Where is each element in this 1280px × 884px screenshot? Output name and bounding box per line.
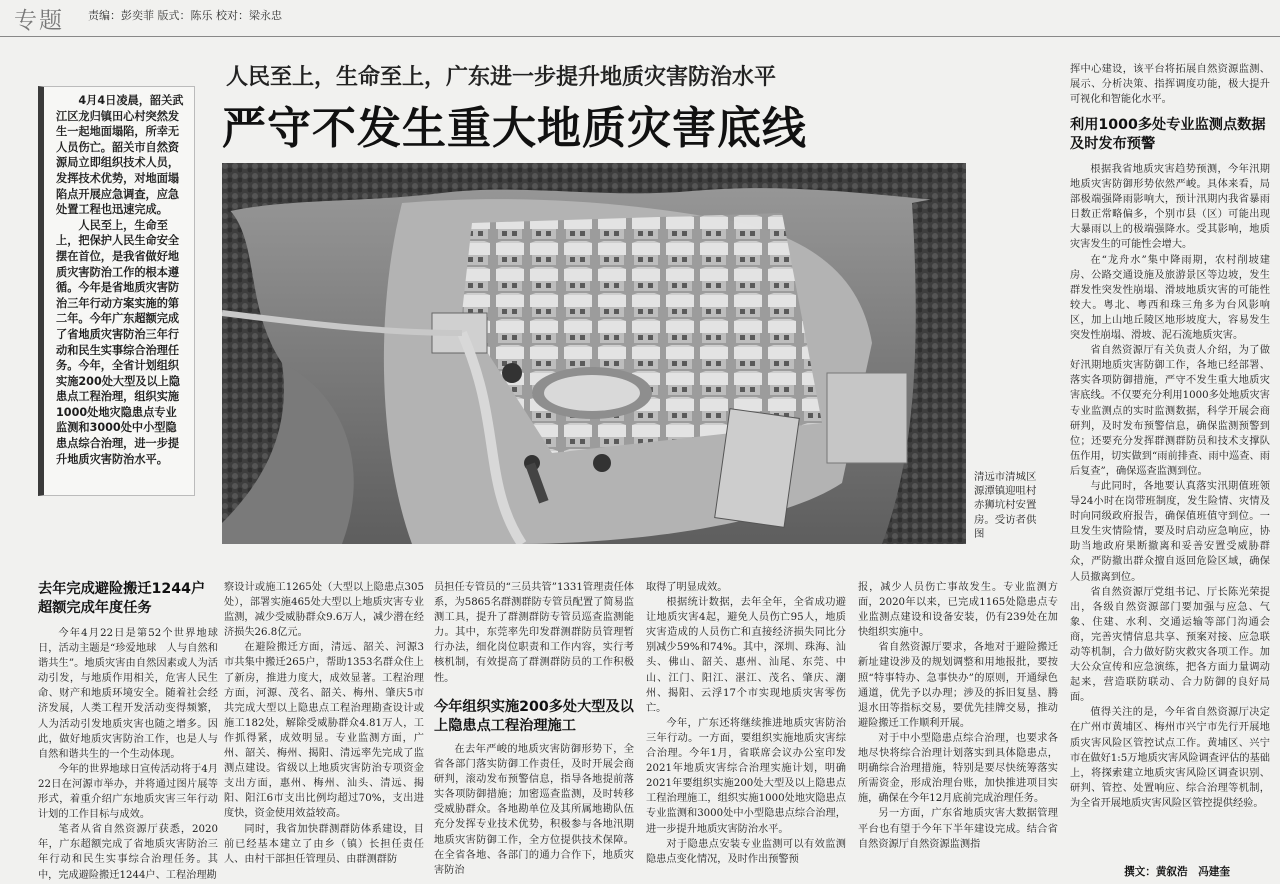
article-paragraph: 今年的世界地球日宣传活动将于4月22日在河源市举办，并将通过图片展等形式，着重介绍广东地质灾害三年行动计划的工作目标与成效。 — [38, 763, 218, 821]
section-heading-relocation: 去年完成避险搬迁1244户超额完成年度任务 — [38, 581, 206, 616]
article-column-6 — [1070, 162, 1270, 862]
article-paragraph: 对于中小型隐患点综合治理，也要求各地尽快将综合治理计划落实到具体隐患点，明确综合治理措施，特别是要尽快统筹落实所需资金，形成治理台账，加快推进项目实施，确保在今年12月底前完成治理任务。 — [858, 732, 1058, 805]
lead-paragraph: 4月4日凌晨，韶关武江区龙归镇田心村突然发生一起地面塌陷，所幸无人员伤亡。韶关市自然资源局立即组织技术人员，发挥技术优势，对地面塌陷点开展应急调查，应急处置工程也迅速完成。 — [56, 94, 184, 217]
article-paragraph: 根据我省地质灾害趋势预测，今年汛期地质灾害防御形势依然严峻。具体来看，局部极端强降雨影响大，预计汛期内我省暴雨日数正常略偏多，个别市县（区）可能出现大暴雨以上的极端强降水。受其影响，地质灾害发生的可能性会增大。 — [1070, 164, 1270, 251]
article-column-4 — [646, 580, 846, 884]
editor-credits: 责编：彭奕菲 版式：陈乐 校对：梁永忠 — [88, 9, 282, 22]
article-paragraph: 另一方面，广东省地质灾害大数据管理平台也有望于今年下半年建设完成。结合省自然资源厅自然资源监测指 — [858, 808, 1058, 850]
article-paragraph: 今年4月22日是第52个世界地球日，活动主题是“珍爱地球 人与自然和谐共生”。地质灾害由自然因素或人为活动引发，与地质作用相关，危害人民生命、财产和地质环境安全。随着社会经济发展，人类工程开发活动变得频繁，人为活动引发地质灾害也随之增多。因此，做好地质灾害防治工作，也是人与自然和谐共生的一个生动体现。 — [38, 628, 218, 760]
article-column-3-bottom — [434, 742, 634, 884]
article-paragraph: 省自然资源厅有关负责人介绍，为了做好汛期地质灾害防御工作，各地已经部署、落实各项防御措施，严守不发生重大地质灾害底线。不仅要充分利用1000多处地质灾害专业监测点的实时监测数据，科学开展会商研判，及时发布预警信息，确保监测预警到位；还要充分发挥群测群防员和技术支撑队伍作用，切实做到“雨前排查、雨中巡查、雨后复查”，确保巡查监测到位。 — [1070, 345, 1270, 477]
headline-subtitle: 人民至上，生命至上，广东进一步提升地质灾害防治水平 — [226, 65, 777, 90]
photo-caption: 清远市清城区源潭镇迎咀村赤狮坑村安置房。受访者供图 — [974, 471, 1037, 540]
lead-summary-box — [38, 86, 195, 496]
article-paragraph: 在“龙舟水”集中降雨期，农村削坡建房、公路交通设施及旅游景区等边坡，发生群发性突发性崩塌、滑坡地质灾害的可能性较大。粤北、粤西和珠三角多为台风影响区，加上山地丘陵区地形坡度大，容易发生突发性崩塌、滑坡、泥石流地质灾害。 — [1070, 254, 1270, 342]
author-credit: 撰文：黄叙浩 冯建奎 — [1124, 866, 1230, 878]
aerial-photo-illustration — [222, 163, 966, 544]
article-column-1 — [38, 626, 218, 884]
article-paragraph: 察设计或施工1265处（大型以上隐患点305处），部署实施465处大型以上地质灾害专业监测，减少受威胁群众9.6万人，减少潜在经济损失26.8亿元。 — [224, 582, 424, 639]
article-column-6-top — [1070, 62, 1270, 110]
article-column-3-top — [434, 580, 634, 690]
article-paragraph: 在去年严峻的地质灾害防御形势下，全省各部门落实防御工作责任，及时开展会商研判，滚动发布预警信息，指导各地提前落实各项防御措施；加密巡查监测，及时转移受威胁群众。各地勘单位及其所属地勘队伍充分发挥专业技术优势，积极参与各地汛期地质灾害防御工作，全方位提供技术保障。在全省各地、各部门的通力合作下，地质灾害防治 — [434, 744, 634, 876]
resettlement-village-photo — [222, 163, 966, 544]
article-paragraph: 省自然资源厅要求，各地对于避险搬迁新址建设涉及的规划调整和用地报批，要按照“特事特办、急事快办”的原则，开通绿色通道，优先予以办理；涉及的拆旧复垦、腾退水田等指标交易，要优先挂牌交易，推动避险搬迁工作顺利开展。 — [858, 642, 1058, 729]
lead-paragraph: 人民至上，生命至上，把保护人民生命安全摆在首位，是我省做好地质灾害防治工作的根本遵循。今年是省地质灾害防治三年行动方案实施的第二年。今年广东超额完成了省地质灾害防治三年行动和民生实事综合治理任务。今年，全省计划组织实施200处大型及以上隐患点工程治理，组织实施1000处地灾隐患点专业监测和3000处中小型隐患点综合治理，进一步提升地质灾害防治水平。 — [56, 218, 181, 466]
section-heading-governance: 今年组织实施200多处大型及以上隐患点工程治理施工 — [434, 699, 634, 734]
article-paragraph: 与此同时，各地要认真落实汛期值班领导24小时在岗带班制度，发生险情、灾情及时向同级政府报告，确保值班值守到位。一旦发生灾情险情，要及时启动应急响应，协助当地政府果断撤离和妥善安置受威胁群众，严防撤出群众擅自返回危险区域，确保人员撤离到位。 — [1070, 480, 1270, 583]
article-paragraph: 今年，广东还将继续推进地质灾害防治三年行动。一方面，要组织实施地质灾害综合治理。今年1月，省联席会议办公室印发2021年地质灾害综合治理实施计划，明确2021年要组织实施200处大型及以上隐患点工程治理施工，组织实施1000处地灾隐患点专业监测和3000处中小型隐患点综合治理，进一步提升地质灾害防治水平。 — [646, 717, 846, 835]
article-paragraph: 根据统计数据，去年全年，全省成功避让地质灾害4起，避免人员伤亡95人，地质灾害造成的人员伤亡和直接经济损失同比分别减少59%和74%。其中，深圳、珠海、汕头、佛山、韶关、惠州、汕尾、东莞、中山、江门、阳江、湛江、茂名、肇庆、潮州、揭阳、云浮17个市实现地质灾害零伤亡。 — [646, 597, 846, 714]
masthead-rule — [0, 36, 1280, 37]
article-paragraph: 省自然资源厅党组书记、厅长陈光荣提出，各级自然资源部门要加强与应急、气象、住建、水利、交通运输等部门沟通会商，完善灾情信息共享、预案对接、应急联动等机制，合力做好防灾救灾各项工作。加大公众宣传和应急演练，把各方面力量调动起来，营造联防联动、合力防御的良好局面。 — [1070, 586, 1270, 704]
section-heading-monitoring: 利用1000多处专业监测点数据及时发布预警 — [1070, 117, 1266, 152]
article-column-5 — [858, 580, 1058, 884]
article-paragraph: 员担任专管员的“三员共管”1331管理责任体系，为5865名群测群防专管员配置了简易监测工具，提升了群测群防专管员巡查监测能力。其中，东莞率先印发群测群防员管理暂行办法，细化岗位职责和工作内容，实行考核机制，有效提高了群测群防员的工作积极性。 — [434, 582, 634, 684]
article-paragraph: 值得关注的是，今年省自然资源厅决定在广州市黄埔区、梅州市兴宁市先行开展地质灾害风险区管控试点工作。黄埔区、兴宁市在做好1:5万地质灾害风险调查评估的基础上，将探索建立地质灾害风险区调查识别、研判、管控、处置响应、综合治理等机制，为全省开展地质灾害风险区管控提供经验。 — [1070, 707, 1270, 809]
article-paragraph: 同时，我省加快群测群防体系建设，目前已经基本建立了由乡（镇）长担任责任人、由村干部担任管理员、由群测群防 — [224, 823, 424, 865]
article-paragraph: 取得了明显成效。 — [646, 582, 728, 593]
article-paragraph: 报，减少人员伤亡事故发生。专业监测方面，2020年以来，已完成1165处隐患点专业监测点建设和设备安装，仍有239处在加快组织实施中。 — [858, 582, 1058, 639]
article-paragraph: 笔者从省自然资源厅获悉，2020年，广东超额完成了省地质灾害防治三年行动和民生实事综合治理任务。其中，完成避险搬迁1244户、工程治理勘 — [38, 824, 218, 881]
article-paragraph: 挥中心建设，该平台将拓展自然资源监测、展示、分析决策、指挥调度功能，极大提升可视化和智能化水平。 — [1070, 64, 1270, 106]
article-column-2 — [224, 580, 424, 884]
article-paragraph: 对于隐患点安装专业监测可以有效监测隐患点变化情况，及时作出预警预 — [646, 838, 846, 865]
section-tag: 专题 — [14, 8, 64, 34]
article-paragraph: 在避险搬迁方面，清远、韶关、河源3市共集中搬迁265户，帮助1353名群众住上了新房，推进力度大，成效显著。工程治理方面，河源、茂名、韶关、梅州、肇庆5市共完成大型以上隐患点工程治理勘查设计或施工182处，解除受威胁群众4.81万人，工作抓得紧，成效明显。专业监测方面，广州、韶关、梅州、揭阳、清远率先完成了监测点建设。省级以上地质灾害防治专项资金支出方面，惠州、梅州、汕头、清远、揭阳、阳江6市支出比例均超过70%，支出进度快，资金使用效益较高。 — [224, 642, 424, 820]
headline-title: 严守不发生重大地质灾害底线 — [222, 103, 807, 154]
